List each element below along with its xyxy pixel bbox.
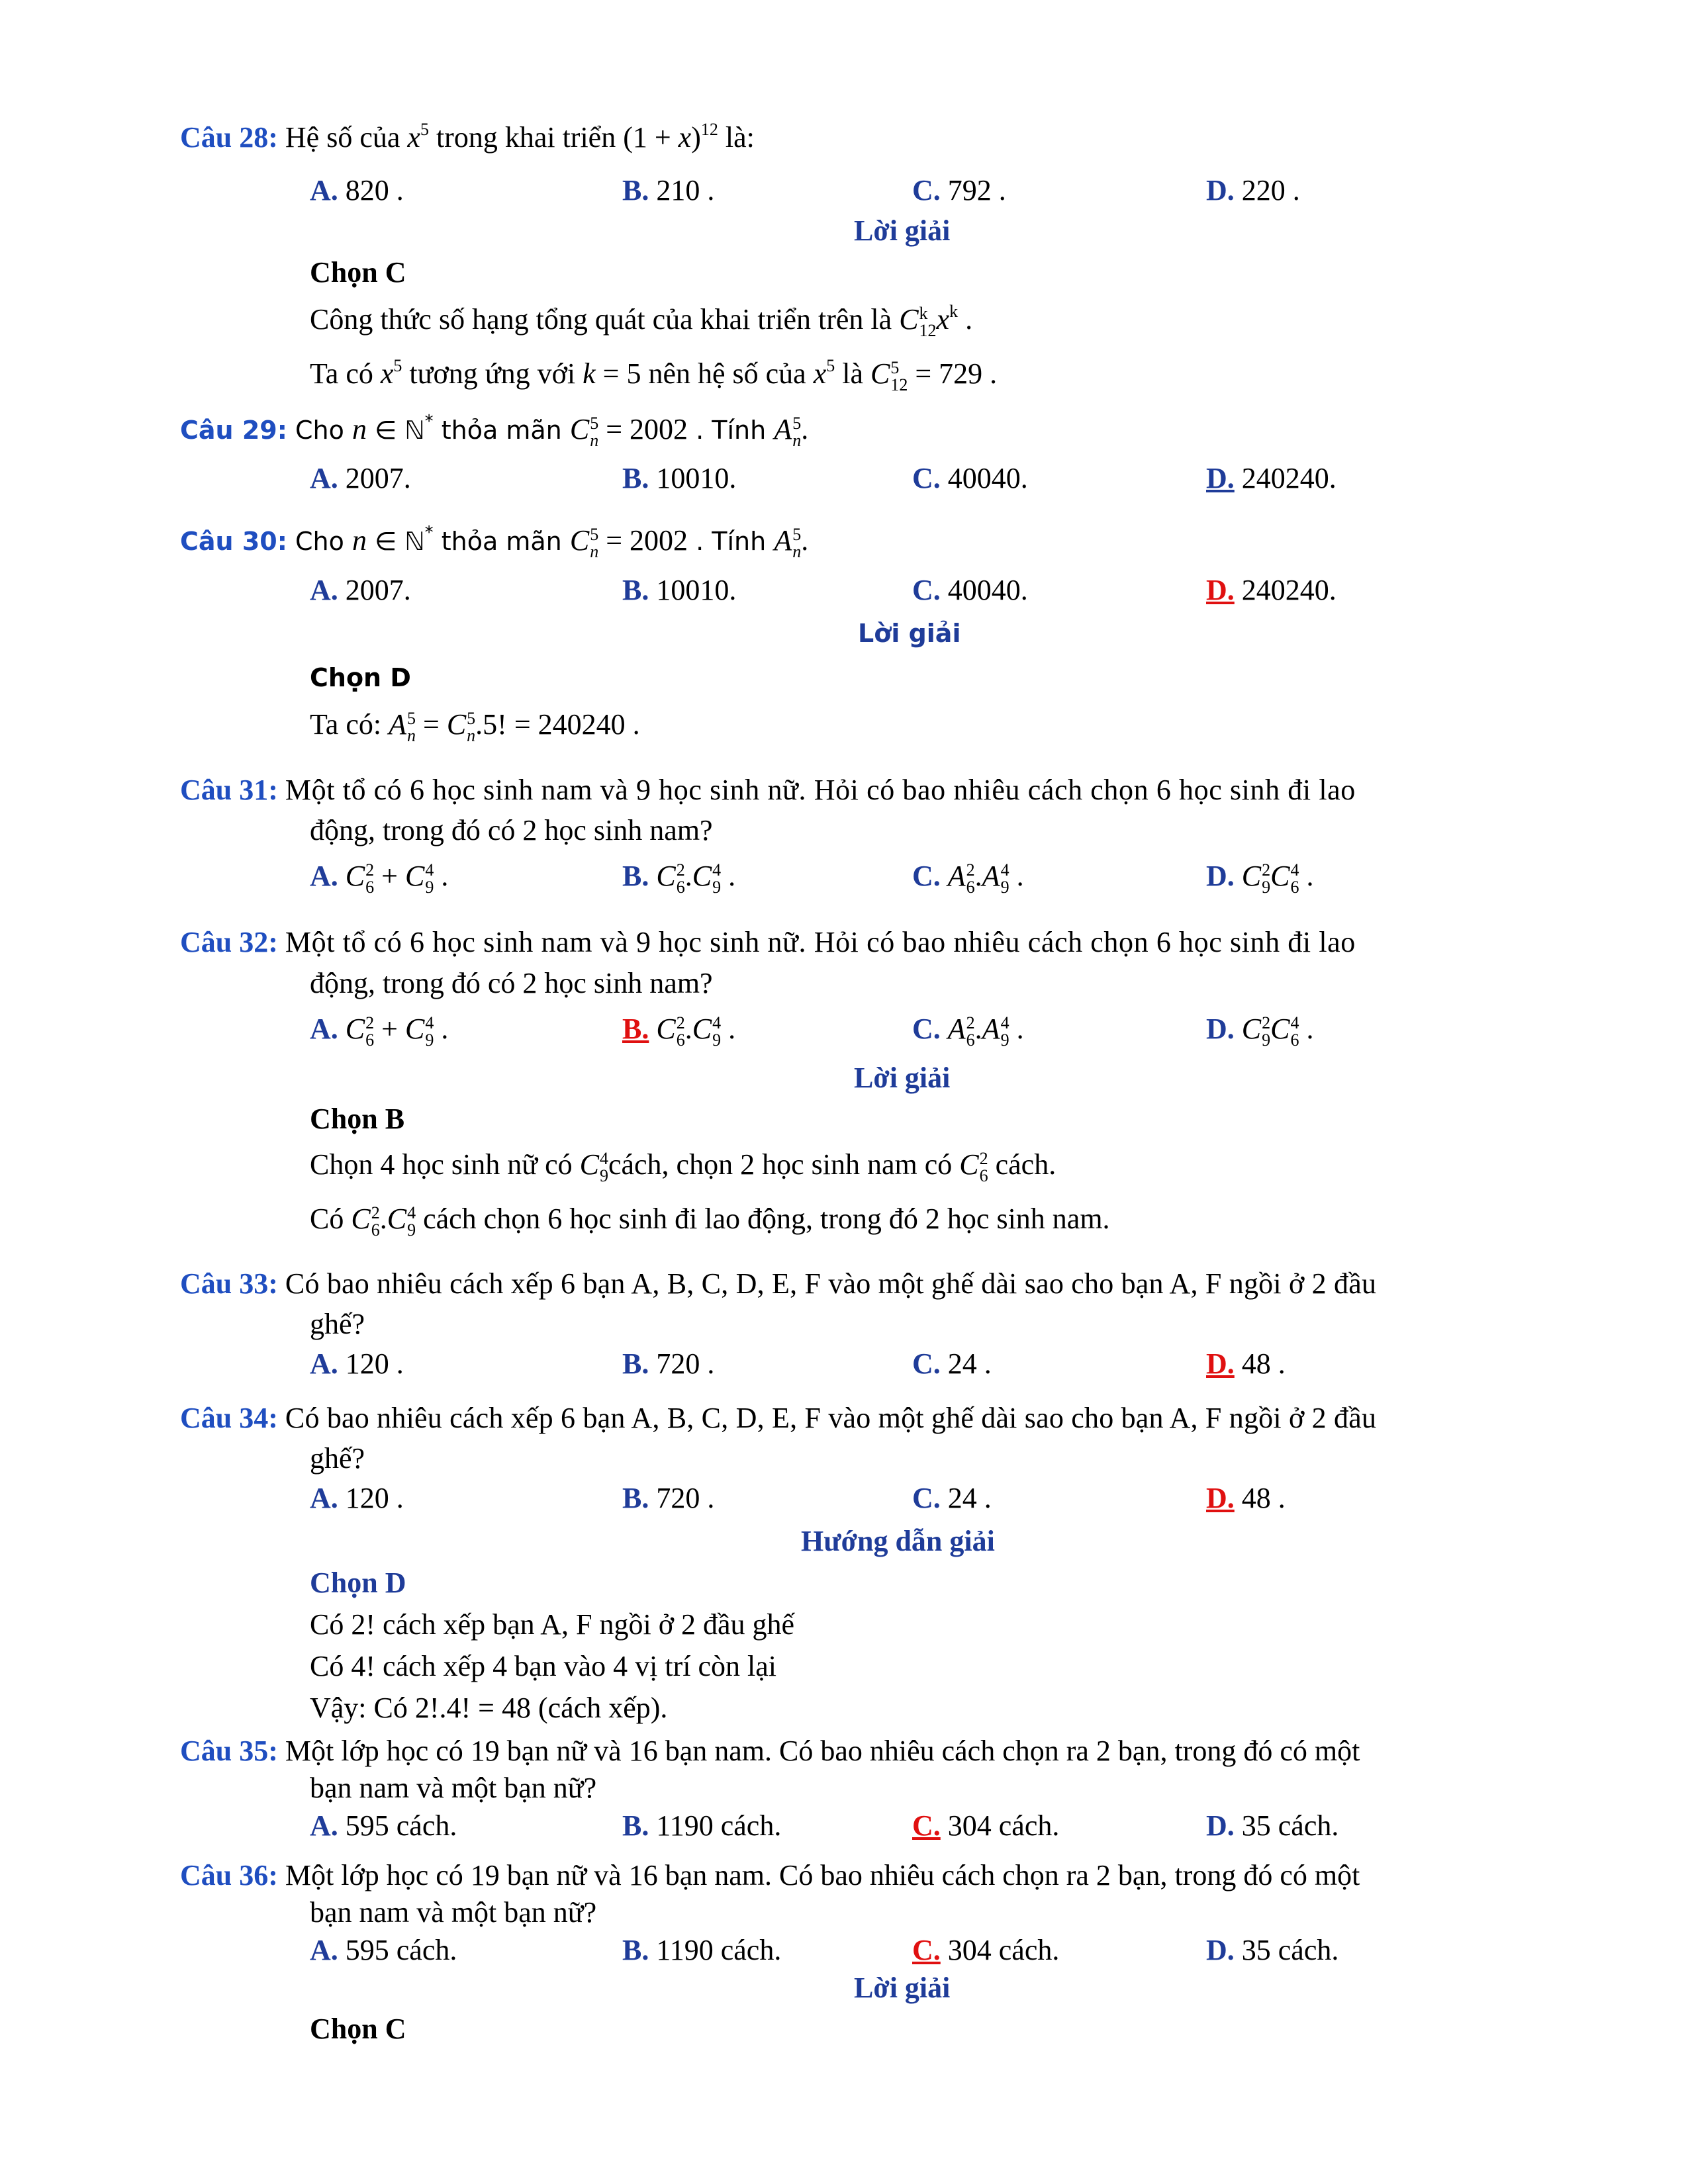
q29-stem: Câu 29: Cho n ∈ ℕ* thỏa mãn C 5 n = 2002 . Tính A 5 n . <box>180 412 809 450</box>
option-b[interactable]: B. 1190 cách. <box>622 1934 782 1966</box>
q33-stem-line2: ghế? <box>310 1308 365 1340</box>
question-label: Câu 31: <box>180 774 278 806</box>
question-label: Câu 35: <box>180 1735 278 1767</box>
option-a[interactable]: A. C 2 6 + C 4 9 . <box>310 1013 449 1050</box>
q30-solution-line1: Ta có: A 5 n = C 5 n .5! = 240240 . <box>310 708 640 745</box>
q28-solution-line1: Công thức số hạng tổng quát của khai triển trên là C k 12 $x^k$ . <box>310 302 973 340</box>
option-c[interactable]: C. 24 . <box>912 1482 992 1514</box>
option-c[interactable]: C. 40040. <box>912 462 1028 494</box>
option-a[interactable]: A. 595 cách. <box>310 1934 457 1966</box>
option-d[interactable]: D. 35 cách. <box>1206 1809 1339 1842</box>
q36-stem-line2: bạn nam và một bạn nữ? <box>310 1896 597 1929</box>
option-d[interactable]: D. C 2 9 C 4 6 . <box>1206 860 1314 897</box>
chosen-answer: Chọn B <box>310 1103 405 1135</box>
option-b[interactable]: B. 210 . <box>622 174 715 206</box>
q32-solution-line1: Chọn 4 học sinh nữ có C 4 9 cách, chọn 2 học sinh nam có C 2 6 cách. <box>310 1148 1056 1185</box>
q36-stem-line1: Câu 36: Một lớp học có 19 bạn nữ và 16 bạn nam. Có bao nhiêu cách chọn ra 2 bạn, trong đó có một <box>180 1859 1360 1891</box>
q28-stem: Câu 28: Hệ số của $x^5$ trong khai triển $(1 + x)^{12}$ là: <box>180 120 755 154</box>
option-b[interactable]: B. 10010. <box>622 574 737 606</box>
option-d[interactable]: D. 48 . <box>1206 1482 1286 1514</box>
question-label: Câu 33: <box>180 1267 278 1300</box>
q34-stem-line2: ghế? <box>310 1442 365 1475</box>
question-label: Câu 30: <box>180 527 287 556</box>
option-a[interactable]: A. 820 . <box>310 174 404 206</box>
option-a[interactable]: A. 595 cách. <box>310 1809 457 1842</box>
chosen-answer: Chọn C <box>310 2013 406 2045</box>
option-b[interactable]: B. C 2 6 .C 4 9 . <box>622 860 736 897</box>
q32-stem-line1: Câu 32: Một tổ có 6 học sinh nam và 9 học sinh nữ. Hỏi có bao nhiêu cách chọn 6 học sinh đi lao <box>180 926 1356 958</box>
q28-solution-line2: Ta có $x^5$ tương ứng với k = 5 nên hệ số của $x^5$ là C 5 12 = 729 . <box>310 356 998 394</box>
question-label: Câu 34: <box>180 1402 278 1434</box>
option-a[interactable]: A. 2007. <box>310 462 411 494</box>
question-label: Câu 28: <box>180 121 278 154</box>
option-c[interactable]: C. A 2 6 .A 4 9 . <box>912 860 1024 897</box>
chosen-answer: Chọn D <box>310 1567 406 1599</box>
solution-title: Lời giải <box>854 1062 951 1094</box>
solution-title: Hướng dẫn giải <box>801 1525 995 1557</box>
option-a[interactable]: A. 2007. <box>310 574 411 606</box>
option-c[interactable]: C. A 2 6 .A 4 9 . <box>912 1013 1024 1050</box>
option-c[interactable]: C. 792 . <box>912 174 1006 206</box>
option-c[interactable]: C. 40040. <box>912 574 1028 606</box>
q31-stem-line2: động, trong đó có 2 học sinh nam? <box>310 814 713 846</box>
q32-stem-line2: động, trong đó có 2 học sinh nam? <box>310 967 713 999</box>
q31-stem-line1: Câu 31: Một tổ có 6 học sinh nam và 9 học sinh nữ. Hỏi có bao nhiêu cách chọn 6 học sinh đi lao <box>180 774 1356 806</box>
option-b[interactable]: B. 10010. <box>622 462 737 494</box>
q35-stem-line2: bạn nam và một bạn nữ? <box>310 1772 597 1804</box>
q32-solution-line2: Có C 2 6 .C 4 9 cách chọn 6 học sinh đi lao động, trong đó 2 học sinh nam. <box>310 1203 1110 1240</box>
option-d[interactable]: D. 35 cách. <box>1206 1934 1339 1966</box>
option-a[interactable]: A. C 2 6 + C 4 9 . <box>310 860 449 897</box>
solution-title: Lời giải <box>858 619 961 648</box>
option-d[interactable]: D. 240240. <box>1206 462 1336 494</box>
option-a[interactable]: A. 120 . <box>310 1482 404 1514</box>
solution-title: Lời giải <box>854 1972 951 2004</box>
option-b[interactable]: B. 720 . <box>622 1482 715 1514</box>
option-d[interactable]: D. 220 . <box>1206 174 1300 206</box>
option-b[interactable]: B. 1190 cách. <box>622 1809 782 1842</box>
q34-solution-line2: Có 4! cách xếp 4 bạn vào 4 vị trí còn lại <box>310 1650 777 1682</box>
q35-stem-line1: Câu 35: Một lớp học có 19 bạn nữ và 16 bạn nam. Có bao nhiêu cách chọn ra 2 bạn, trong đó có một <box>180 1735 1360 1767</box>
option-b[interactable]: B. 720 . <box>622 1347 715 1380</box>
option-c[interactable]: C. 304 cách. <box>912 1934 1060 1966</box>
q33-stem-line1: Câu 33: Có bao nhiêu cách xếp 6 bạn A, B, C, D, E, F vào một ghế dài sao cho bạn A, F ngồi ở 2 đầu <box>180 1267 1377 1300</box>
option-a[interactable]: A. 120 . <box>310 1347 404 1380</box>
q34-solution-line1: Có 2! cách xếp bạn A, F ngồi ở 2 đầu ghế <box>310 1608 795 1641</box>
option-d[interactable]: D. C 2 9 C 4 6 . <box>1206 1013 1314 1050</box>
question-label: Câu 29: <box>180 416 287 445</box>
q30-stem: Câu 30: Cho n ∈ ℕ* thỏa mãn C 5 n = 2002 . Tính A 5 n . <box>180 523 809 561</box>
option-c[interactable]: C. 24 . <box>912 1347 992 1380</box>
option-d[interactable]: D. 240240. <box>1206 574 1336 606</box>
question-label: Câu 36: <box>180 1859 278 1891</box>
q34-solution-line3: Vậy: Có 2!.4! = 48 (cách xếp). <box>310 1692 668 1724</box>
chosen-answer: Chọn C <box>310 256 406 289</box>
solution-title: Lời giải <box>854 214 951 247</box>
option-d[interactable]: D. 48 . <box>1206 1347 1286 1380</box>
option-c[interactable]: C. 304 cách. <box>912 1809 1060 1842</box>
chosen-answer: Chọn D <box>310 663 411 692</box>
question-label: Câu 32: <box>180 926 278 958</box>
option-b[interactable]: B. C 2 6 .C 4 9 . <box>622 1013 736 1050</box>
q34-stem-line1: Câu 34: Có bao nhiêu cách xếp 6 bạn A, B, C, D, E, F vào một ghế dài sao cho bạn A, F ngồi ở 2 đầu <box>180 1402 1377 1434</box>
